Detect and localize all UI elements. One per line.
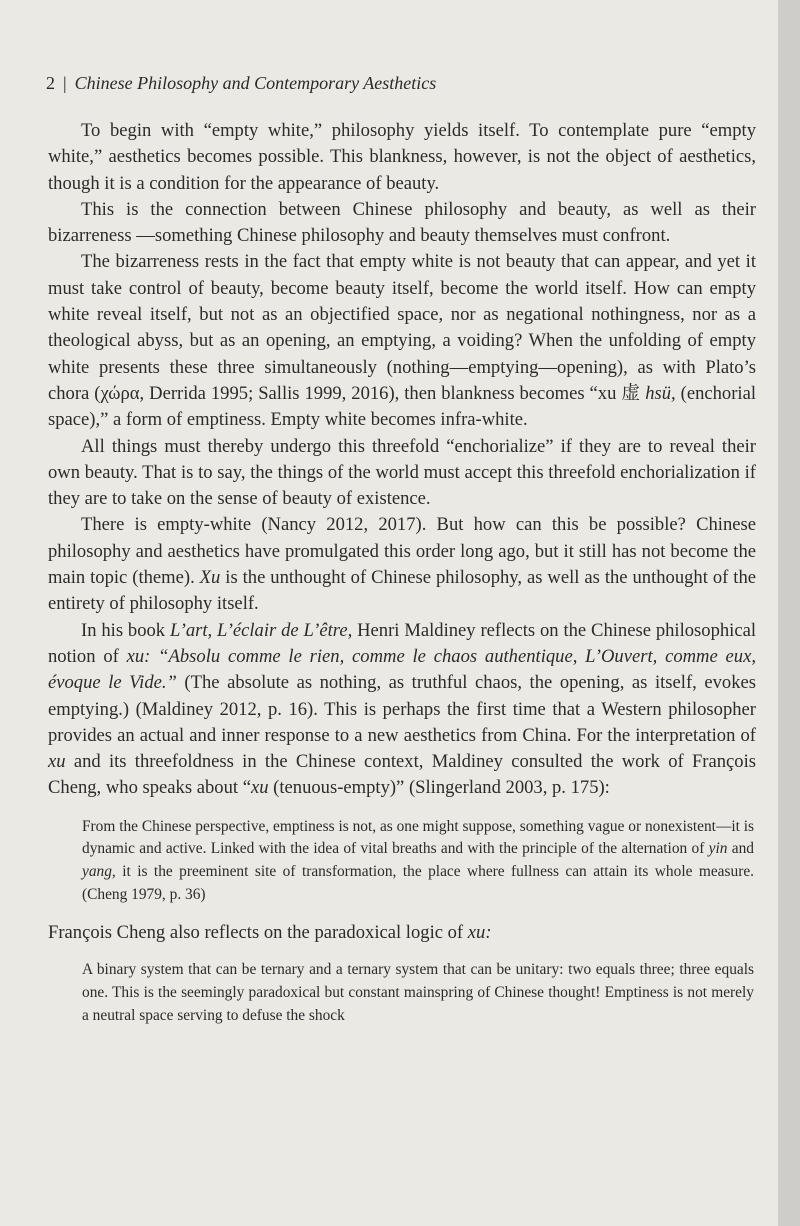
paragraph <box>48 197 756 250</box>
text-run: This is the connection between Chinese philosophy and beauty, as well as their bizarreness —something Chinese philosophy and beauty themselves must confront. <box>48 198 756 247</box>
text-run: (The absolute as nothing, as truthful chaos, the opening, as itself, evokes emptying.) (Maldiney 2012, p. 16). This is perhaps the first time that a Western philosopher provides an actual and inner response to a new aesthetics from China. For the interpretation of <box>48 672 756 746</box>
page-edge <box>778 0 800 1226</box>
text-run: In his book <box>81 619 170 641</box>
text-run: and <box>727 840 754 858</box>
text-run: Henri Maldiney reflects on the Chinese philosophical notion of <box>48 619 757 667</box>
paragraph <box>48 512 756 617</box>
paragraph <box>48 434 756 513</box>
block-quote <box>82 816 754 906</box>
text-run: A binary system that can be ternary and a ternary system that can be unitary: two equals three; three equals one. This is the seemingly paradoxical but constant mainspring of Chinese thought! Emptiness is not merely a neutral space serving to defuse the shock <box>82 961 754 1024</box>
italic-text: hsü, <box>645 382 676 404</box>
italic-text: yang, <box>82 862 116 880</box>
italic-text: xu <box>250 777 269 799</box>
italic-text: yin <box>708 840 728 858</box>
text-run: There is empty-white (Nancy 2012, 2017). But how can this be possible? Chinese philosophy and aesthetics have promulgated this order long ago, but it still has not become the main topic (theme). <box>48 514 756 589</box>
paragraph <box>48 920 756 946</box>
italic-text: xu <box>48 751 66 773</box>
italic-text: xu: “Absolu comme le rien, comme le chaos authentique, L’Ouvert, comme eux, évoque le Vide.” <box>48 645 756 694</box>
paragraph <box>48 618 756 802</box>
text-run: From the Chinese perspective, emptiness is not, as one might suppose, something vague or nonexistent—it is dynamic and active. Linked with the idea of vital breaths and with the principle of the alternation of <box>82 817 754 858</box>
text-run: The bizarreness rests in the fact that empty white is not beauty that can appear, and yet it must take control of beauty, become beauty itself, become the world itself. How can empty white reveal itself, but not as an objectified space, nor as negational nothingness, nor as a theological abyss, but as an opening, an emptying, a voiding? When the unfolding of empty white presents these three simultaneously (nothing—emptying—opening), as with Plato’s chora (χώρα, Derrida 1995; Sallis 1999, 2016), then blankness becomes “xu 虚 <box>48 251 756 404</box>
text-run: is the unthought of Chinese philosophy, as well as the unthought of the entirety of philosophy itself. <box>48 567 756 615</box>
text-run: (enchorial space),” a form of emptiness. Empty white becomes infra-white. <box>48 382 756 431</box>
page-number: 2 <box>46 73 55 93</box>
book-title: Chinese Philosophy and Contemporary Aesthetics <box>74 73 437 93</box>
italic-text: Xu <box>199 567 221 589</box>
text-run: To begin with “empty white,” philosophy yields itself. To contemplate pure “empty white,” aesthetics becomes possible. This blankness, however, is not the object of aesthetics, though it is a condition for the appearance of beauty. <box>48 120 756 194</box>
text-run: All things must thereby undergo this threefold “enchorialize” if they are to reveal their own beauty. That is to say, the things of the world must accept this threefold enchorialization if they are to take on the sense of beauty of existence. <box>48 435 756 510</box>
header-separator: | <box>63 73 67 93</box>
text-run: and its threefoldness in the Chinese context, Maldiney consulted the work of François Cheng, who speaks about “ <box>48 751 756 799</box>
italic-text: xu: <box>467 922 492 944</box>
italic-text: L’art, L’éclair de L’être, <box>169 619 353 641</box>
body-text <box>48 118 756 1027</box>
paragraph <box>48 249 756 433</box>
text-run: it is the preeminent site of transformation, the place where fullness can attain its whole measure. (Cheng 1979, p. 36) <box>82 862 754 903</box>
running-header <box>46 73 436 94</box>
block-quote <box>82 959 754 1027</box>
text-run: François Cheng also reflects on the paradoxical logic of <box>48 922 468 944</box>
text-run: (tenuous-empty)” (Slingerland 2003, p. 175): <box>268 777 610 799</box>
paragraph <box>48 118 756 197</box>
